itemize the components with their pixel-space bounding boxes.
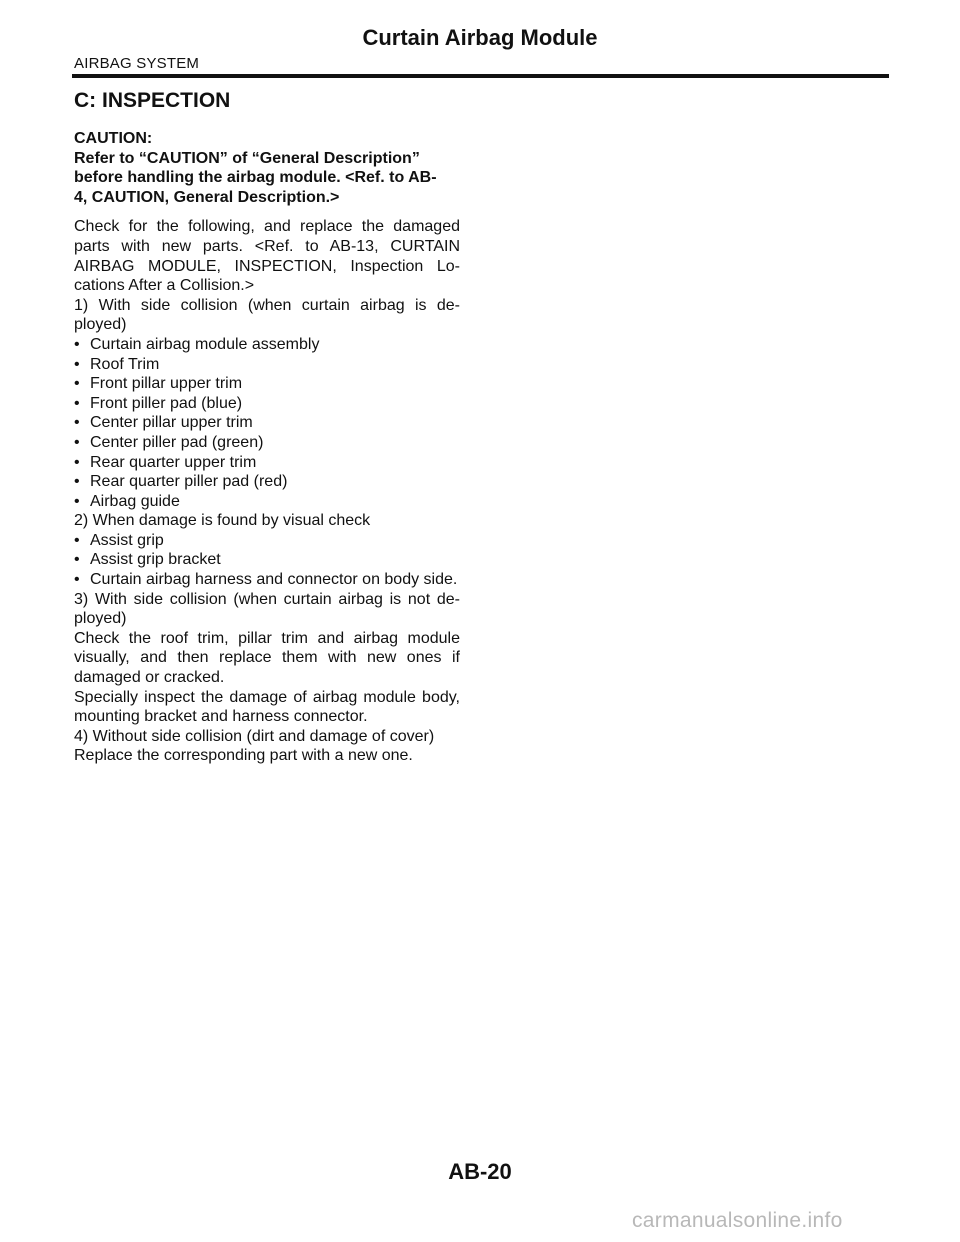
bullet-text: Curtain airbag harness and connector on body side. [90,571,458,589]
bullet-item [74,413,460,433]
bullet-text: Front piller pad (blue) [90,394,243,412]
paragraph: 2) When damage is found by visual check [74,512,371,530]
bullet-text: Assist grip [90,531,164,549]
bullet-text: Front pillar upper trim [90,375,243,393]
caution-label: CAUTION: [74,130,153,147]
content-column [74,88,460,766]
paragraph: 4) Without side collision (dirt and damage of cover) [74,727,435,745]
bullet-text: Airbag guide [90,492,180,510]
bullet-dot: • [74,375,80,393]
page-title: Curtain Airbag Module [362,25,598,50]
caution-line: Refer to “CAUTION” of “General Description” [74,149,420,167]
bullet-text: Center pillar upper trim [90,414,253,432]
bullet-item [74,433,460,453]
bullet-text: Rear quarter upper trim [90,453,257,471]
bullet-item [74,374,460,394]
bullet-dot: • [74,355,80,373]
bullet-dot: • [74,492,80,510]
caution-line: 4, CAUTION, General Description.> [74,188,340,206]
paragraph: Check for the following, and replace the damaged parts with new parts. <Ref. to AB-13, CURTAIN AIRBAG MODULE, INSPECTION, Inspection Lo-cations After a Collision.> [74,218,460,295]
bullet-item [74,453,460,473]
bullet-item [74,472,460,492]
bullet-dot: • [74,335,80,353]
bullet-item [74,394,460,414]
bullet-dot: • [74,473,80,491]
page-number: AB-20 [448,1159,512,1184]
bullet-dot: • [74,453,80,471]
bullet-dot: • [74,414,80,432]
bullet-item [74,531,460,551]
bullet-dot: • [74,433,80,451]
bullet-text: Curtain airbag module assembly [90,335,320,353]
bullet-item [74,355,460,375]
bullet-item [74,570,460,590]
paragraph: Check the roof trim, pillar trim and airbag module visually, and then replace them with new ones if damaged or cracked. [74,629,460,687]
bullet-text: Assist grip bracket [90,551,221,569]
caution-line: before handling the airbag module. <Ref. to AB- [74,169,437,187]
paragraph: 3) With side collision (when curtain airbag is not de-ployed) [74,590,460,628]
paragraph: Specially inspect the damage of airbag module body, mounting bracket and harness connector. [74,688,460,726]
header-rule [72,74,889,78]
bullet-dot: • [74,531,80,549]
paragraph: 1) With side collision (when curtain airbag is de-ployed) [74,296,460,334]
bullet-text: Rear quarter piller pad (red) [90,473,288,491]
section-heading: C: INSPECTION [74,89,231,112]
bullet-item [74,492,460,512]
bullet-item [74,550,460,570]
bullet-dot: • [74,394,80,412]
bullet-text: Roof Trim [90,355,160,373]
bullet-dot: • [74,551,80,569]
watermark: carmanualsonline.info [632,1209,843,1232]
paragraph: Replace the corresponding part with a new one. [74,747,413,765]
section-label: AIRBAG SYSTEM [74,55,200,72]
inspection-body [74,217,460,766]
bullet-text: Center piller pad (green) [90,433,264,451]
caution-text [74,149,460,208]
bullet-dot: • [74,571,80,589]
bullet-item [74,335,460,355]
